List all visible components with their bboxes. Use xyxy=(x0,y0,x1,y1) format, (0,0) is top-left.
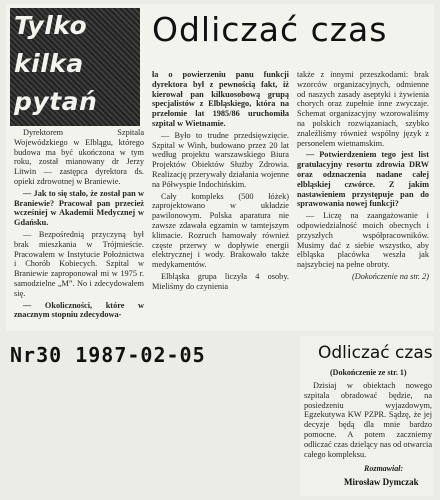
question: — Potwierdzeniem tego jest list gratulacyjny resortu zdrowia DRW oraz odznaczenia nadane całej elbląskiej czwórce. Z jakim nastawieniem przystępuje pan do sprawowania nowej funkcji? xyxy=(297,150,429,209)
question: ła o powierzeniu panu funkcji dyrektora był z pewnością fakt, iż kierował pan kilkuosobową grupą specjalistów z Elbląskiego, która na przełomie lat 1985/86 uruchomiła szpital w Wietnamie. xyxy=(152,70,289,128)
text-column-1 xyxy=(14,128,144,322)
paragraph: także z innymi przeszkodami: brak wzorców organizacyjnych, odmienne od naszych zasady aseptyki i żywienia chorych oraz zupełnie inne zwyczaje. Schemat organizacyjny wzorowaliśmy na polskich rozwiązaniach, szybko znaleźliśmy również wspólny język z personelem wietnamskim. xyxy=(297,70,429,148)
paragraph: — Bezpośrednią przyczyną był brak mieszkania w Trójmieście. Pracowałem w Instytucie Położnictwa i Chorób Kobiecych. Szpital w Braniewie zaproponował mi w 1975 r. samodzielne „M”. No i zdecydowałem się. xyxy=(14,229,144,298)
paragraph: Elbląska grupa liczyła 4 osoby. Mieliśmy do czynienia xyxy=(152,271,289,291)
continuation-subtitle: (Dokończenie ze str. 1) xyxy=(330,368,407,377)
question: — Jak to się stało, że został pan w Braniewie? Pracował pan przecież wcześniej w Akademii Medycznej w Gdańsku. xyxy=(14,188,144,228)
masthead-line: kilka xyxy=(14,49,84,78)
text-column-2 xyxy=(152,70,289,294)
paragraph: Dyrektorem Szpitala Wojewódzkiego w Elblągu, którego budowa ma być ukończona w tym roku, został mianowany dr Jerzy Litwin — zastępca dyrektora ds. opieki zdrowotnej w Braniewie. xyxy=(14,128,144,186)
paragraph: Cały kompleks (500 łóżek) zaprojektowano w układzie pawilonowym. Polska aparatura nie zawsze zdawała egzamin w tamtejszym klimacie. Rozruch hamowały również częste przerwy w dopływie energii elektrycznej i wody. Brakowało także medykamentów. xyxy=(152,191,289,270)
question: — Okoliczności, które w znacznym stopniu zdecydowa- xyxy=(14,300,144,320)
author-name: Mirosław Dymczak xyxy=(344,477,419,487)
paragraph: Dzisiaj w obiektach nowego szpitala obradować będzie, na posiedzeniu wyjazdowym, Egzekutywa KW PZPR. Sądzę, że jej decyzje będą dla mnie bardzo pomocne. A potem zaczniemy odliczać czas dzielący nas od otwarcia całego kompleksu. xyxy=(304,381,432,459)
continuation-title: Odliczać czas xyxy=(318,343,433,363)
continuation-text xyxy=(304,381,432,461)
article-headline: Odliczać czas xyxy=(152,10,388,49)
paragraph: — Liczę na zaangażowanie i odpowiedzialność moich obecnych i przyszłych współpracowników. Musimy dać z siebie wszystko, aby elbląska placówka weszła jak najszybciej na pełne obroty. xyxy=(297,211,429,270)
masthead-line: Tylko xyxy=(14,11,88,40)
text-column-3 xyxy=(297,70,429,282)
column-masthead xyxy=(10,8,140,126)
handwritten-date-note: Nr30 1987-02-05 xyxy=(10,343,206,367)
masthead-line: pytań xyxy=(14,87,98,116)
paragraph: — Było to trudne przedsięwzięcie. Szpital w Winh, budowano przez 20 lat według projektu warszawskiego Biura Projektów Obiektów Służby Zdrowia. Realizację przerywały działania wojenne na Półwyspie Indochińskim. xyxy=(152,130,289,189)
continuation-note: (Dokończenie na str. 2) xyxy=(352,271,429,281)
interview-label: Rozmawiał: xyxy=(364,464,404,473)
